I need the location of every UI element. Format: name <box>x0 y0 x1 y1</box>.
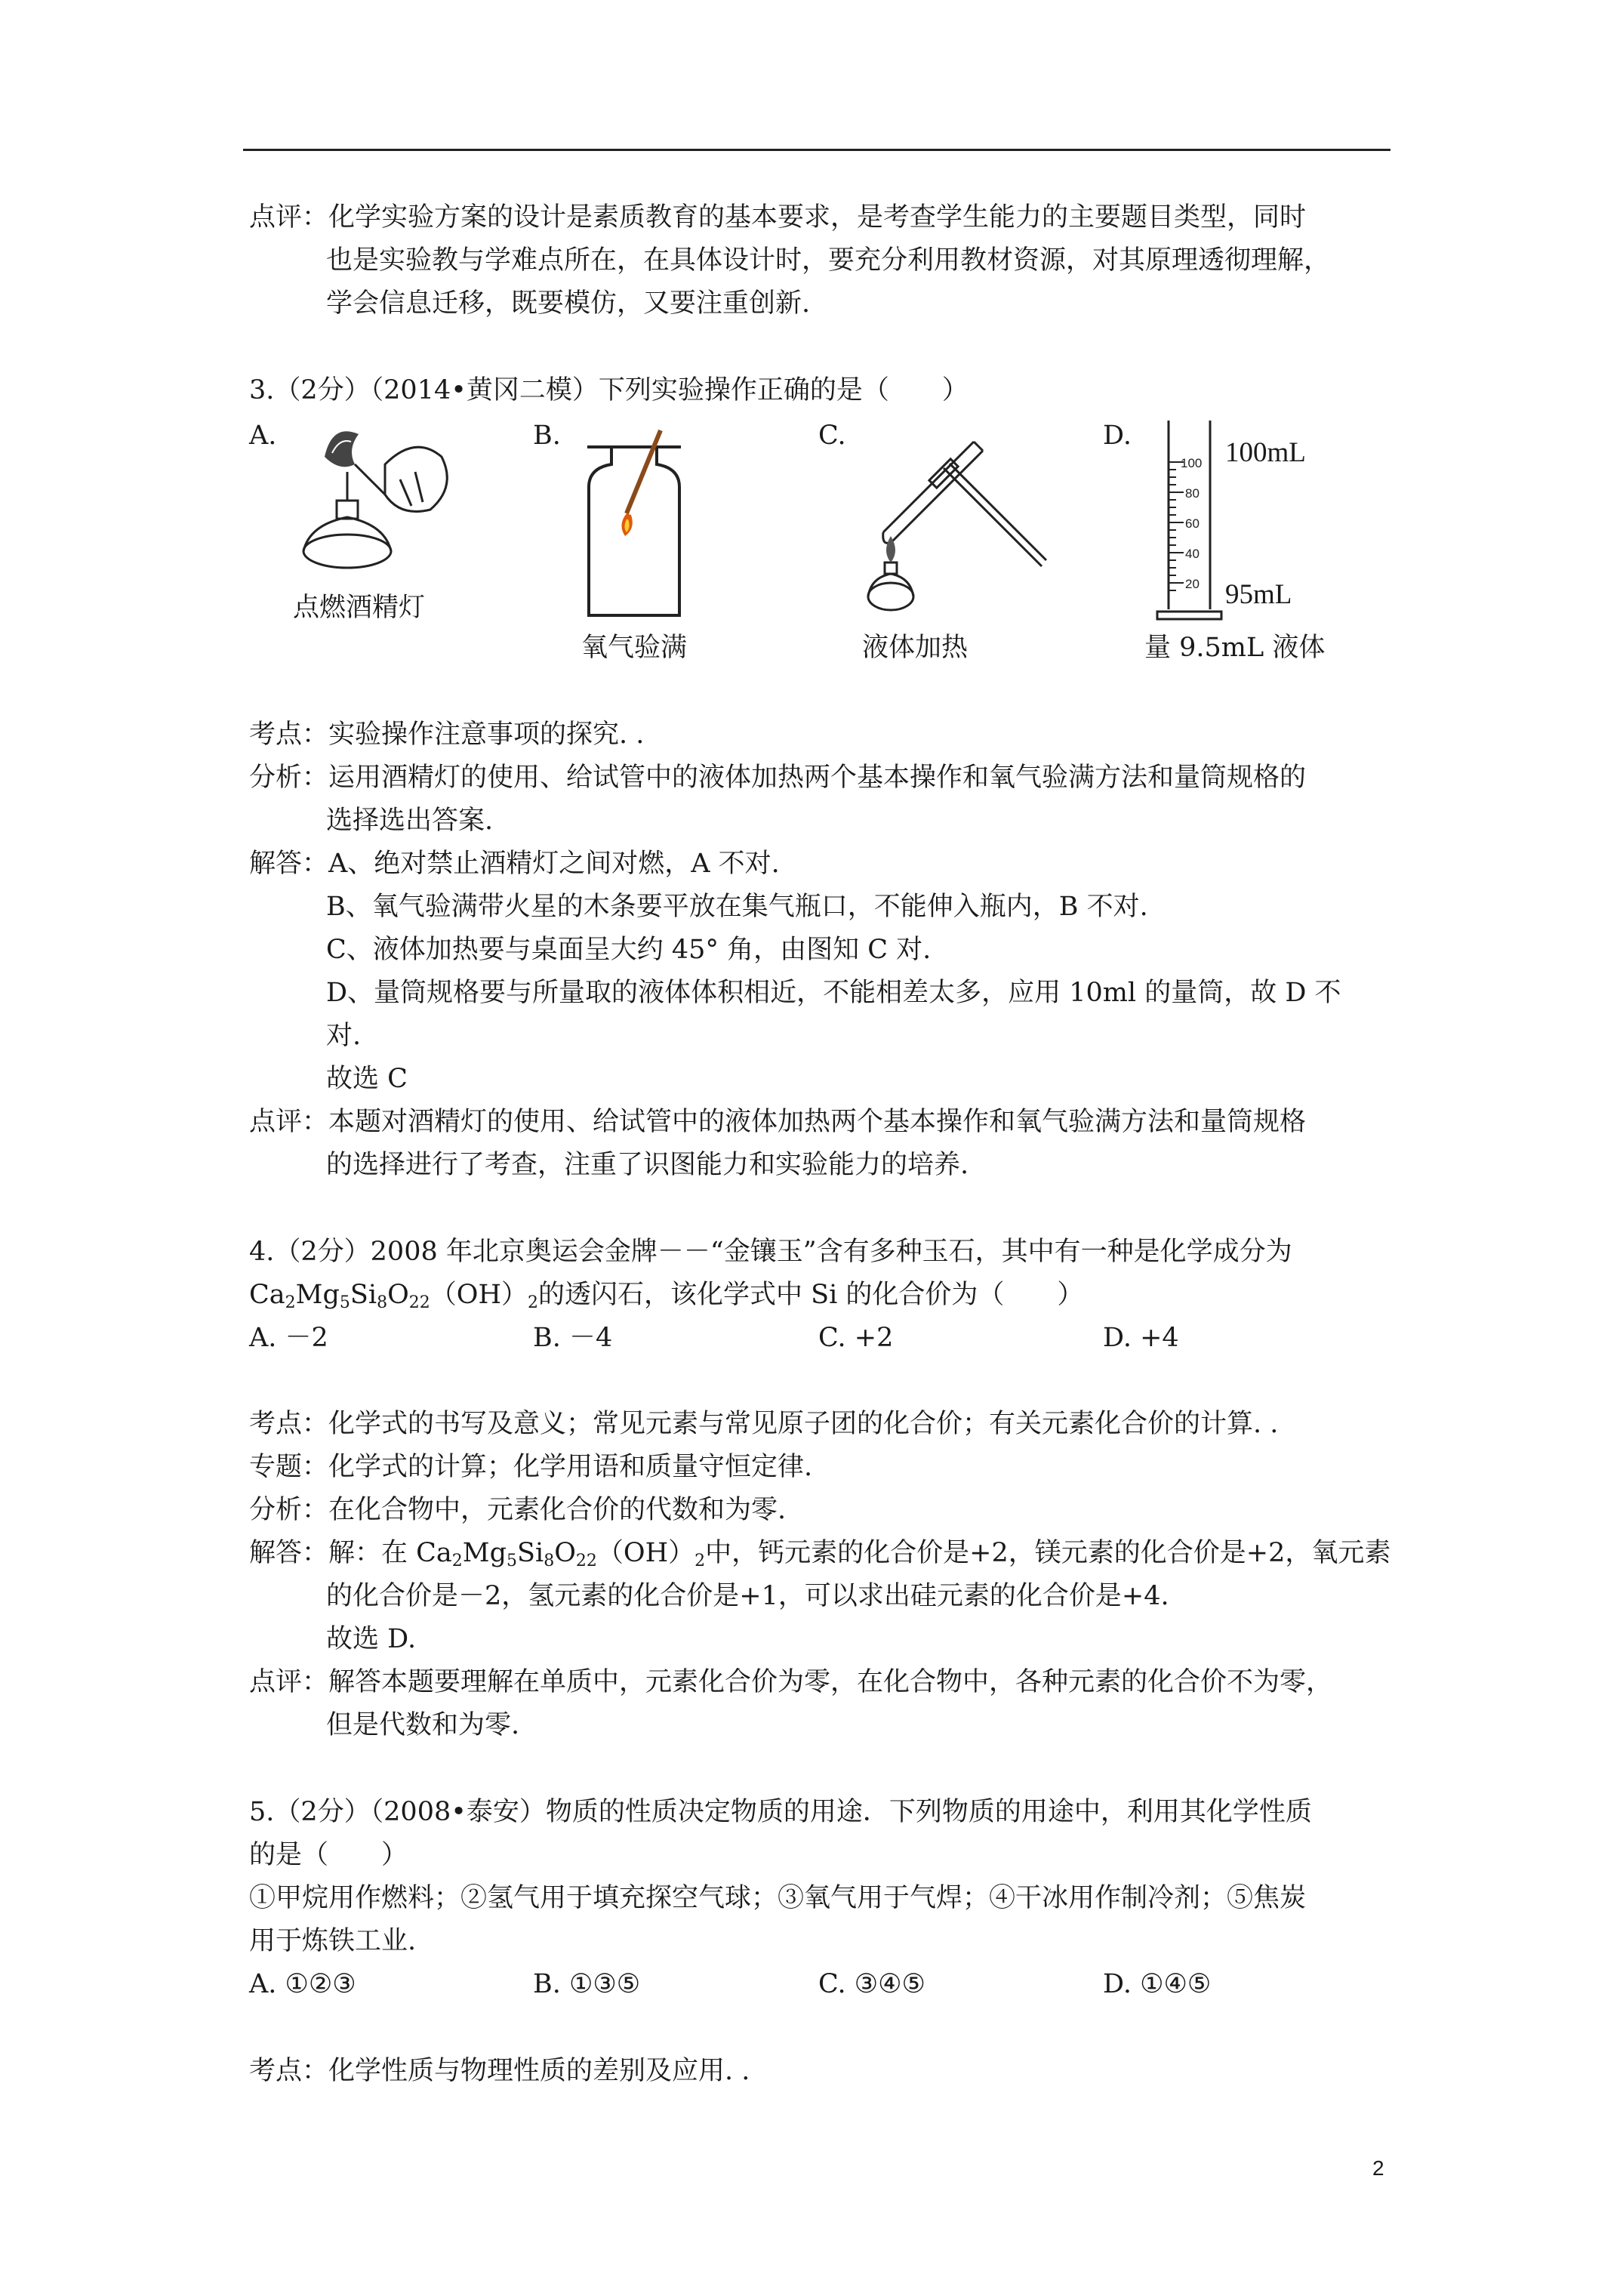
q3-fenxi-line2: 选择选出答案. <box>326 806 494 836</box>
cylinder-top-label: 100mL <box>1225 437 1306 468</box>
q3-kaodian: 考点：实验操作注意事项的探究. . <box>249 720 645 750</box>
q4-stem-line1: 4.（2分）2008 年北京奥运会金牌－－“金镶玉”含有多种玉石，其中有一种是化学成分为 <box>249 1237 1292 1267</box>
q5-option-b: B. ①③⑤ <box>533 1969 641 1999</box>
cylinder-tick-20: 20 <box>1185 577 1200 591</box>
q4-dianping-line2: 但是代数和为零. <box>326 1710 520 1740</box>
q4-jieda-line3: 故选 D. <box>326 1624 417 1654</box>
q4-formula: $Ca_2Mg_5Si_8O_{22}(OH)_2$ <box>249 1280 538 1312</box>
q3-option-d-caption: 量 9.5mL 液体 <box>1144 633 1326 663</box>
gas-bottle-figure <box>581 423 687 619</box>
q5-option-c: C. ③④⑤ <box>818 1969 925 1999</box>
header-rule <box>243 149 1390 151</box>
q4-formula-answer: $Ca_2Mg_5Si_8O_{22}(OH)_2$ <box>408 1538 706 1570</box>
q3-jieda-line5: 对. <box>326 1021 362 1051</box>
q3-option-d-letter: D. <box>1103 421 1132 451</box>
q4-option-a: A. －2 <box>249 1323 328 1353</box>
q4-zhuanti: 专题：化学式的计算；化学用语和质量守恒定律. <box>249 1452 813 1482</box>
page-number: 2 <box>1372 2156 1384 2180</box>
q3-jieda-line2: B、氧气验满带火星的木条要平放在集气瓶口，不能伸入瓶内，B 不对. <box>326 892 1148 922</box>
q5-option-d: D. ①④⑤ <box>1103 1969 1212 1999</box>
q4-jieda-line2: 的化合价是－2，氢元素的化合价是+1，可以求出硅元素的化合价是+4. <box>326 1581 1169 1611</box>
review1-line3: 学会信息迁移，既要模仿，又要注重创新. <box>326 288 811 319</box>
q5-option-a: A. ①②③ <box>249 1969 356 1999</box>
q3-option-c-letter: C. <box>818 421 846 451</box>
q3-option-a-letter: A. <box>249 421 277 451</box>
q3-dianping-line1: 点评：本题对酒精灯的使用、给试管中的液体加热两个基本操作和氧气验满方法和量筒规格 <box>249 1107 1307 1137</box>
q4-fenxi: 分析：在化合物中，元素化合价的代数和为零. <box>249 1495 787 1525</box>
q3-jieda-line3: C、液体加热要与桌面呈大约 45° 角，由图知 C 对. <box>326 935 932 965</box>
q4-kaodian: 考点：化学式的书写及意义；常见元素与常见原子团的化合价；有关元素化合价的计算. . <box>249 1409 1279 1439</box>
cylinder-tick-100: 100 <box>1181 456 1203 470</box>
q3-jieda-line1: 解答：A、绝对禁止酒精灯之间对燃，A 不对. <box>249 849 780 879</box>
q3-jieda-line6: 故选 C <box>326 1064 408 1094</box>
q3-jieda-line4: D、量筒规格要与所量取的液体体积相近，不能相差太多，应用 10ml 的量筒，故 D 不 <box>326 978 1341 1008</box>
review1-line1: 点评：化学实验方案的设计是素质教育的基本要求，是考查学生能力的主要题目类型，同时 <box>249 202 1307 233</box>
q4-option-b: B. －4 <box>533 1323 613 1353</box>
q4-jieda-line1: 解答：解：在 $Ca_2Mg_5Si_8O_{22}(OH)_2$中，钙元素的化合价是+2，镁元素的化合价是+2，氧元素 <box>249 1538 1391 1570</box>
cylinder-bottom-label: 95mL <box>1225 579 1292 610</box>
alcohol-lamp-figure <box>287 419 468 578</box>
q3-dianping-line2: 的选择进行了考查，注重了识图能力和实验能力的培养. <box>326 1150 969 1180</box>
q5-stem-line4: 用于炼铁工业. <box>249 1926 417 1956</box>
q3-option-b-caption: 氧气验满 <box>581 633 688 663</box>
q4-option-d: D. +4 <box>1103 1323 1179 1353</box>
q5-stem-line2: 的是（ ） <box>249 1840 408 1870</box>
cylinder-tick-40: 40 <box>1185 547 1200 561</box>
q4-option-c: C. +2 <box>818 1323 894 1353</box>
q3-option-c-caption: 液体加热 <box>862 633 969 663</box>
test-tube-heating-figure <box>861 423 1057 619</box>
q4-dianping-line1: 点评：解答本题要理解在单质中，元素化合价为零，在化合物中，各种元素的化合价不为零， <box>249 1667 1333 1697</box>
q3-option-b-letter: B. <box>533 421 561 451</box>
q4-stem-line2: $Ca_2Mg_5Si_8O_{22}(OH)_2$的透闪石，该化学式中 Si 的化合价为（ ） <box>249 1280 1084 1312</box>
q3-option-a-caption: 点燃酒精灯 <box>293 593 426 623</box>
graduated-cylinder-figure <box>1153 417 1236 624</box>
q3-fenxi-line1: 分析：运用酒精灯的使用、给试管中的液体加热两个基本操作和氧气验满方法和量筒规格的 <box>249 763 1307 793</box>
review1-line2: 也是实验教与学难点所在，在具体设计时，要充分利用教材资源，对其原理透彻理解， <box>326 245 1331 276</box>
q5-kaodian: 考点：化学性质与物理性质的差别及应用. . <box>249 2056 750 2086</box>
q3-stem: 3.（2分）（2014•黄冈二模）下列实验操作正确的是（ ） <box>249 375 969 405</box>
cylinder-tick-60: 60 <box>1185 516 1200 531</box>
cylinder-tick-80: 80 <box>1185 486 1200 501</box>
q5-stem-line3: ①甲烷用作燃料；②氢气用于填充探空气球；③氧气用于气焊；④干冰用作制冷剂；⑤焦炭 <box>249 1883 1307 1913</box>
q5-stem-line1: 5.（2分）（2008•泰安）物质的性质决定物质的用途．下列物质的用途中，利用其化学性质 <box>249 1797 1312 1827</box>
